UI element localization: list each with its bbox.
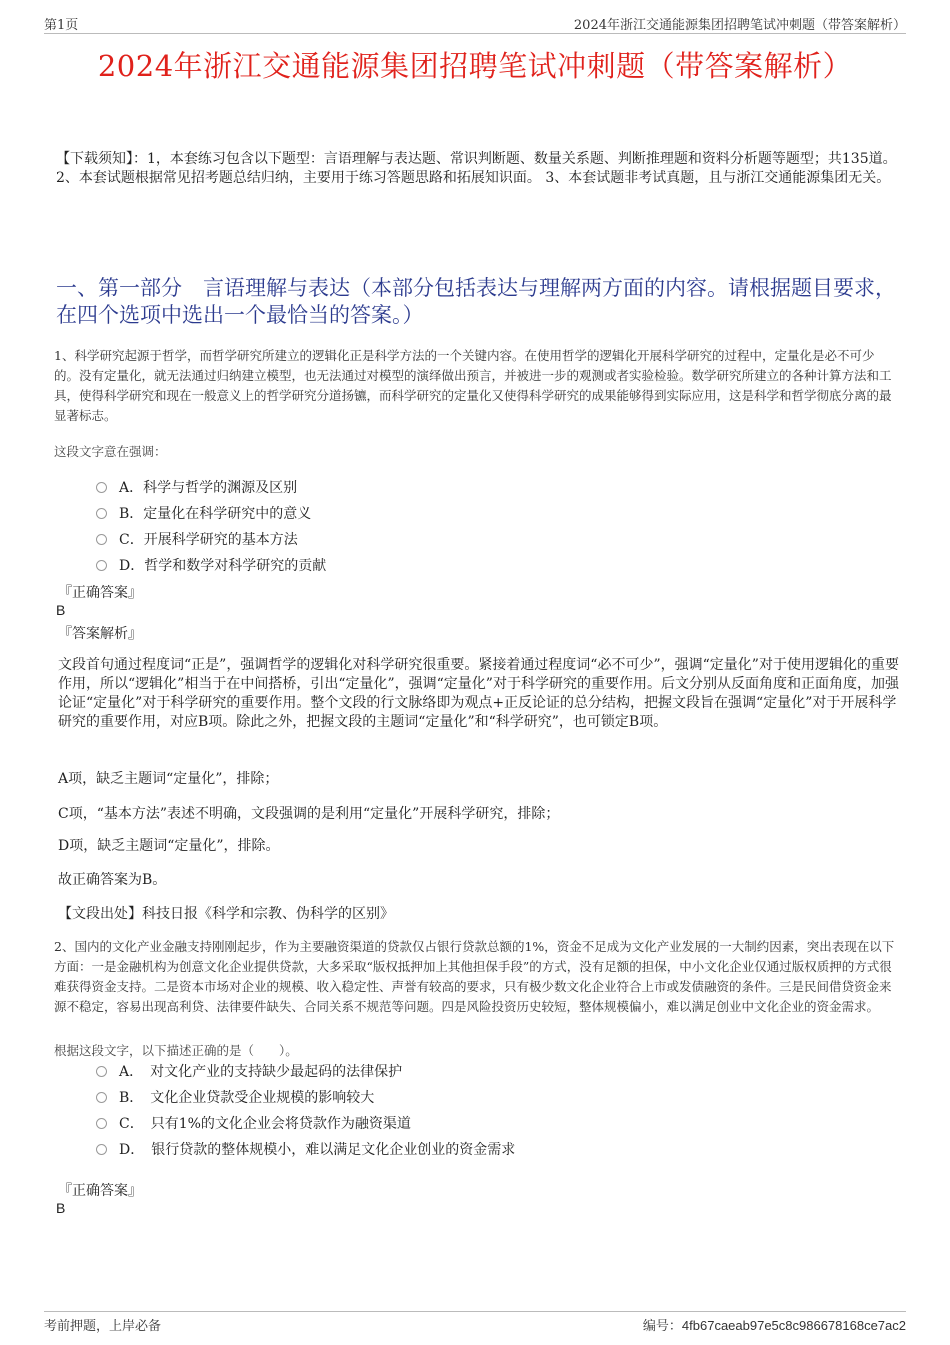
q2-option-c[interactable]: [96, 1113, 411, 1133]
q1-option-a[interactable]: [96, 477, 297, 497]
q2-option-a-label: A． 对文化产业的支持缺少最起码的法律保护: [119, 1064, 403, 1080]
q1-answer: B: [56, 602, 66, 618]
section-heading: 一、第一部分 言语理解与表达（本部分包括表达与理解两方面的内容。请根据题目要求，在四个选项中选出一个最恰当的答案。）: [56, 276, 896, 327]
radio-icon[interactable]: [96, 508, 107, 519]
radio-icon[interactable]: [96, 1144, 107, 1155]
question-1-text: 1、科学研究起源于哲学，而哲学研究所建立的逻辑化正是科学方法的一个关键内容。在使用哲学的逻辑化开展科学研究的过程中，定量化是必不可少的。没有定量化，就无法通过归纳建立模型，也无法通过对模型的演绎做出预言，并被进一步的观测或者实验检验。数学研究所建立的各种计算方法和工具，使得科学研究和现在一般意义上的哲学研究分道扬镳，而科学研究的定量化又使得科学研究的成果能够得到实际应用，这是科学和哲学彻底分离的最显著标志。: [54, 348, 892, 423]
footer-slogan: 考前押题，上岸必备: [44, 1319, 162, 1334]
question-2-text: 2、国内的文化产业金融支持刚刚起步，作为主要融资渠道的贷款仅占银行贷款总额的1%，资金不足成为文化产业发展的一大制约因素，突出表现在以下方面：一是金融机构为创意文化企业提供贷款，大多采取“版权抵押加上其他担保手段”的方式，没有足额的担保，中小文化企业仅通过版权质押的方式很难获得资金支持。二是资本市场对企业的规模、收入稳定性、声誉有较高的要求，只有极少数文化企业符合上市或发债融资的条件。三是民间借贷资金来源不稳定，容易出现高利贷、法律要件缺失、合同关系不规范等问题。四是风险投资历史较短，整体规模偏小，难以满足创业中文化企业的资金需求。: [54, 939, 895, 1014]
question-2-prompt: 根据这段文字，以下描述正确的是（ ）。: [54, 1043, 298, 1058]
radio-icon[interactable]: [96, 534, 107, 545]
q2-option-b-label: B． 文化企业贷款受企业规模的影响较大: [119, 1090, 375, 1106]
running-header-title: 2024年浙江交通能源集团招聘笔试冲刺题（带答案解析）: [573, 18, 906, 33]
radio-icon[interactable]: [96, 1092, 107, 1103]
q1-note-d: D项，缺乏主题词“定量化”，排除。: [58, 838, 280, 854]
q1-conclusion: 故正确答案为B。: [58, 872, 167, 888]
q1-analysis-label: 『答案解析』: [58, 626, 142, 642]
q1-option-b[interactable]: [96, 503, 311, 523]
download-notice: 【下载须知】：1，本套练习包含以下题型：言语理解与表达题、常识判断题、数量关系题、判断推理题和资料分析题等题型；共135道。 2、本套试题根据常见招考题总结归纳，主要用于练习答题思路和拓展知识面。 3、本套试题非考试真题，且与浙江交通能源集团无关。: [56, 151, 897, 186]
q2-option-c-label: C． 只有1%的文化企业会将贷款作为融资渠道: [119, 1116, 411, 1132]
q2-option-d-label: D． 银行贷款的整体规模小，难以满足文化企业创业的资金需求: [119, 1142, 516, 1158]
footer-divider: [44, 1311, 906, 1312]
q1-source: 【文段出处】科技日报《科学和宗教、伪科学的区别》: [58, 906, 394, 922]
radio-icon[interactable]: [96, 482, 107, 493]
q1-note-c: C项，“基本方法”表述不明确，文段强调的是利用“定量化”开展科学研究，排除；: [58, 806, 560, 822]
q1-option-d[interactable]: [96, 555, 326, 575]
document-title: 2024年浙江交通能源集团招聘笔试冲刺题（带答案解析）: [97, 49, 853, 83]
q2-option-d[interactable]: [96, 1139, 515, 1159]
document-code-value: 4fb67caeab97e5c8c986678168ce7ac2: [681, 1318, 906, 1333]
q1-option-c-label: C．开展科学研究的基本方法: [119, 532, 298, 548]
q2-option-a[interactable]: [96, 1061, 402, 1081]
radio-icon[interactable]: [96, 560, 107, 571]
q2-answer: B: [56, 1200, 66, 1216]
q1-answer-label: 『正确答案』: [58, 585, 142, 601]
q1-option-a-label: A．科学与哲学的渊源及区别: [119, 480, 298, 496]
question-1-prompt: 这段文字意在强调：: [54, 444, 167, 459]
header-divider: [44, 33, 906, 34]
page-number: 第1页: [44, 18, 79, 33]
q2-answer-label: 『正确答案』: [58, 1183, 142, 1199]
radio-icon[interactable]: [96, 1066, 107, 1077]
q1-option-b-label: B．定量化在科学研究中的意义: [119, 506, 312, 522]
q1-note-a: A项，缺乏主题词“定量化”，排除；: [58, 771, 279, 787]
document-code: [643, 1315, 906, 1334]
q1-option-c[interactable]: [96, 529, 298, 549]
document-code-label: 编号：: [642, 1319, 682, 1334]
q2-option-b[interactable]: [96, 1087, 374, 1107]
q1-analysis: 文段首句通过程度词“正是”，强调哲学的逻辑化对科学研究很重要。紧接着通过程度词“必不可少”，强调“定量化”对于使用逻辑化的重要作用，所以“逻辑化”相当于在中间搭桥，引出“定量化”，强调“定量化”对于科学研究的重要作用。后文分别从反面角度和正面角度，加强论证“定量化”对于科学研究的重要作用。整个文段的行文脉络即为观点+正反论证的总分结构，把握文段旨在强调“定量化”对于开展科学研究的重要作用，对应B项。除此之外，把握文段的主题词“定量化”和“科学研究”，也可锁定B项。: [58, 657, 899, 730]
radio-icon[interactable]: [96, 1118, 107, 1129]
q1-option-d-label: D．哲学和数学对科学研究的贡献: [119, 558, 327, 574]
